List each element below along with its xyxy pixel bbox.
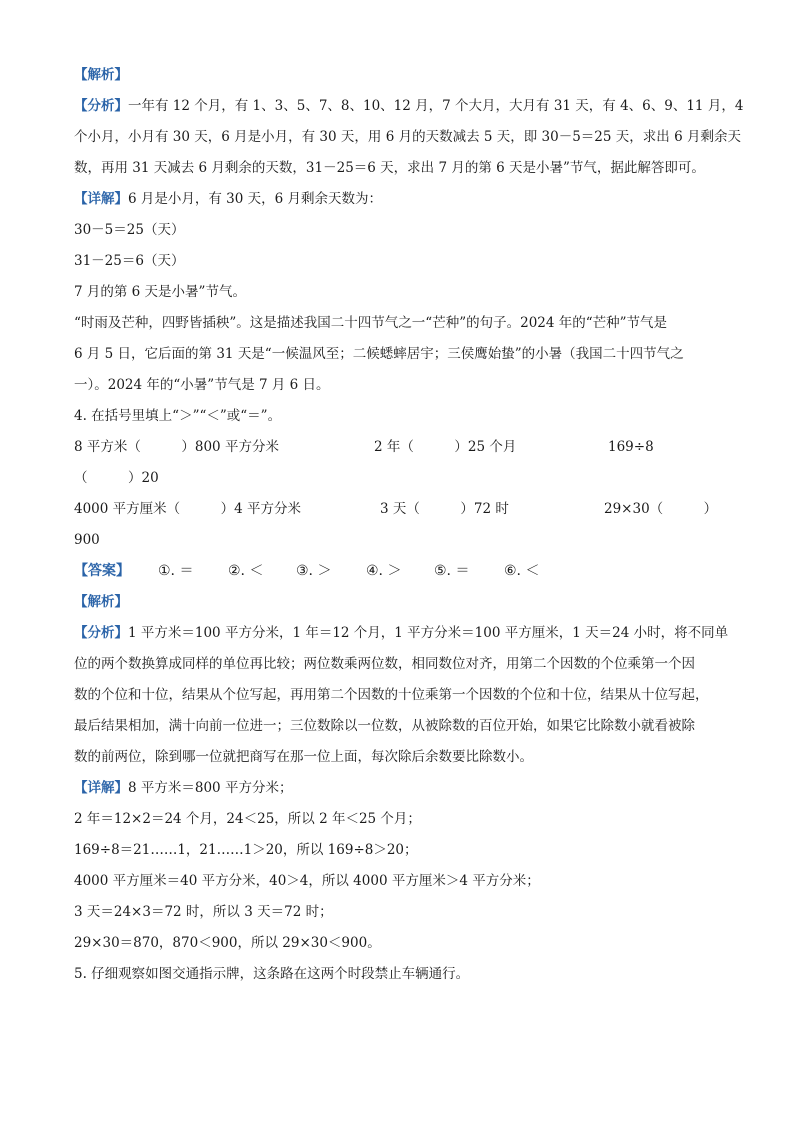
q3-fenxi-line-1 — [74, 91, 744, 122]
q3-xiangjie-line-6: 6 月 5 日，它后面的第 31 天是“一候温风至；二候蟋蟀居宇；三侯鹰始蛰”的小暑（我国二十四节气之 — [74, 346, 684, 362]
q4-row-1 — [74, 432, 734, 463]
q4-answer-5: ⑤. ＝ — [434, 563, 470, 579]
q4-fenxi-line-4: 最后结果相加，满十向前一位进一；三位数除以一位数，从被除数的百位开始，如果它比除数小就看被除 — [74, 718, 695, 734]
q5-title: 5. 仔细观察如图交通指示牌，这条路在这两个时段禁止车辆通行。 — [74, 966, 470, 982]
q4-fenxi-line-5: 数的前两位，除到哪一位就把商写在那一位上面，每次除后余数要比除数小。 — [74, 749, 533, 765]
q4-answer-2: ②. ＜ — [228, 563, 264, 579]
q4-xiangjie-line-1 — [74, 773, 734, 804]
q4-item-1: 8 平方米（ ）800 平方分米 — [74, 439, 279, 455]
q4-answer-tag: 【答案】 — [74, 563, 130, 579]
q4-xiangjie-line-3: 169÷8＝21……1，21……1＞20，所以 169÷8＞20； — [74, 842, 418, 858]
q4-xiangjie-line-6: 29×30＝870，870＜900，所以 29×30＜900。 — [74, 935, 381, 951]
q4-item-3: 169÷8 — [608, 439, 654, 455]
document-page — [74, 60, 744, 990]
q4-xiangjie-line-2: 2 年＝12×2＝24 个月，24＜25，所以 2 年＜25 个月； — [74, 811, 421, 827]
q3-xiangjie-line-3: 31－25＝6（天） — [74, 253, 185, 269]
q3-xiangjie-line-2: 30－5＝25（天） — [74, 222, 185, 238]
q4-fenxi-line-3: 数的个位和十位，结果从个位写起，再用第二个因数的十位乘第一个因数的个位和十位，结果从十位写起， — [74, 687, 709, 703]
q4-row-2-continued: 900 — [74, 532, 100, 548]
q3-xiangjie-line-1 — [74, 184, 734, 215]
q3-xiangjie-line-4: 7 月的第 6 天是小暑”节气。 — [74, 284, 246, 300]
q4-answer-row — [74, 556, 734, 587]
q4-fenxi-line-1 — [74, 618, 734, 649]
q3-fenxi-line-2: 个小月，小月有 30 天，6 月是小月，有 30 天，用 6 月的天数减去 5 天，即 30－5＝25 天，求出 6 月剩余天 — [74, 129, 741, 145]
q4-answer-6: ⑥. ＜ — [504, 563, 540, 579]
q3-xiangjie-line-7: 一）。2024 年的“小暑”节气是 7 月 6 日。 — [74, 377, 330, 393]
q4-answer-4: ④. ＞ — [366, 563, 402, 579]
q4-xiangjie-tag: 【详解】 — [74, 780, 128, 796]
q4-xiangjie-line-4: 4000 平方厘米＝40 平方分米，40＞4，所以 4000 平方厘米＞4 平方分米； — [74, 873, 540, 889]
q3-fenxi-tag: 【分析】 — [74, 98, 128, 114]
q4-row-2 — [74, 494, 734, 525]
q4-jiexi-heading: 【解析】 — [74, 594, 128, 610]
q4-item-2: 2 年（ ）25 个月 — [374, 439, 517, 455]
q3-jiexi-heading: 【解析】 — [74, 67, 128, 83]
q4-fenxi-tag: 【分析】 — [74, 625, 128, 641]
q4-xiangjie-text-1: 8 平方米＝800 平方分米； — [128, 780, 293, 796]
q4-item-4: 4000 平方厘米（ ）4 平方分米 — [74, 501, 302, 517]
q4-answer-1: ①. ＝ — [158, 563, 194, 579]
q4-row-1-continued: （ ）20 — [74, 470, 159, 486]
q3-xiangjie-line-5: “时雨及芒种，四野皆插秧”。这是描述我国二十四节气之一“芒种”的句子。2024 年的“芒种”节气是 — [74, 315, 668, 331]
q4-item-6: 29×30（ ） — [604, 501, 718, 517]
q4-item-5: 3 天（ ）72 时 — [380, 501, 509, 517]
q4-fenxi-text-1: 1 平方米＝100 平方分米，1 年＝12 个月，1 平方分米＝100 平方厘米，1 天＝24 小时，将不同单 — [128, 625, 729, 641]
q3-xiangjie-tag: 【详解】 — [74, 191, 128, 207]
q4-answer-3: ③. ＞ — [296, 563, 332, 579]
q4-title: 4. 在括号里填上“＞”“＜”或“＝”。 — [74, 408, 282, 424]
q4-fenxi-line-2: 位的两个数换算成同样的单位再比较；两位数乘两位数，相同数位对齐，用第二个因数的个位乘第一个因 — [74, 656, 695, 672]
q3-fenxi-line-3: 数，再用 31 天减去 6 月剩余的天数，31－25＝6 天，求出 7 月的第 6 天是小暑”节气，据此解答即可。 — [74, 160, 705, 176]
q4-xiangjie-line-5: 3 天＝24×3＝72 时，所以 3 天＝72 时； — [74, 904, 333, 920]
q3-fenxi-text-1: 一年有 12 个月，有 1、3、5、7、8、10、12 月，7 个大月，大月有 31 天，有 4、6、9、11 月，4 — [128, 98, 744, 114]
q3-xiangjie-text-1: 6 月是小月，有 30 天，6 月剩余天数为： — [128, 191, 383, 207]
